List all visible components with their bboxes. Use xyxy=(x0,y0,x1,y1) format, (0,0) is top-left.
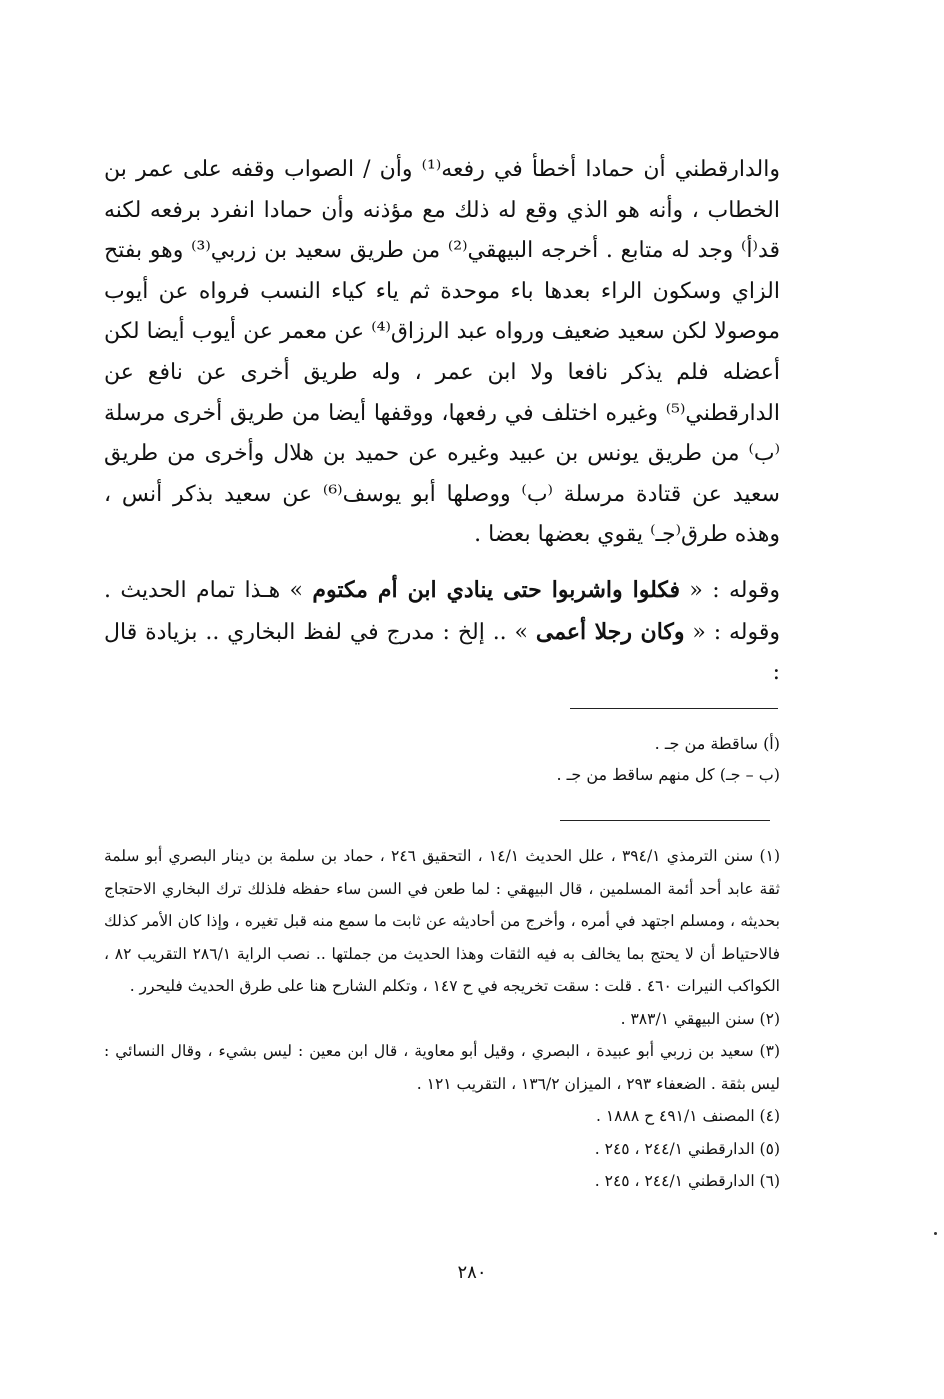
footnotes-separator xyxy=(560,820,770,821)
variant-note: (ب – جـ) كل منهم ساقط من جـ . xyxy=(556,765,780,784)
page-number: ٢٨٠ xyxy=(457,1262,487,1283)
quote-1-text: فكلوا واشربوا حتى ينادي ابن أم مكتوم xyxy=(312,576,681,603)
paragraph-gap xyxy=(104,556,780,570)
variants-separator xyxy=(570,708,778,709)
quote-2-intro: وقوله : « xyxy=(692,619,780,645)
footnotes xyxy=(104,840,780,1198)
quote-2-text: وكان رجلا أعمى xyxy=(535,618,685,645)
quote-1-intro: وقوله : « xyxy=(689,577,780,603)
main-text xyxy=(104,150,780,694)
footnote-2: (٢) سنن البيهقي ٣٨٣/١ . xyxy=(620,1009,780,1028)
footnote-6: (٦) الدارقطني ٢٤٤/١ ، ٢٤٥ . xyxy=(594,1172,780,1190)
footnote-5: (٥) الدارقطني ٢٤٤/١ ، ٢٤٥ . xyxy=(594,1139,780,1158)
variant-note: (أ) ساقطة من جـ . xyxy=(654,734,780,753)
manuscript-variants xyxy=(430,728,780,790)
main-paragraph: والدارقطني أن حمادا أخطأ في رفعه⁽¹⁾ وأن / الصواب وقفه على عمر بن الخطاب ، وأنه هو الذي وقع له ذلك مع مؤذنه وأن حمادا انفرد برفعه لكنه قد⁽أ⁾ وجد له متابع . أخرجه البيهقي⁽²⁾ من طريق سعيد بن زربي⁽³⁾ وهو بفتح الزاي وسكون الراء بعدها باء موحدة ثم ياء كياء النسب فرواه عن أيوب موصولا لكن سعيد ضعيف ورواه عبد الرزاق⁽⁴⁾ عن معمر عن أيوب أيضا لكن أعضله فلم يذكر نافعا ولا ابن عمر ، وله طريق أخرى عن نافع عن الدارقطني⁽⁵⁾ وغيره اختلف في رفعها، ووقفها أيضا من طريق أخرى مرسلة ⁽ب⁾ من طريق يونس بن عبيد وغيره عن حميد بن هلال وأخرى من طريق سعيد عن قتادة مرسلة ⁽ب⁾ ووصلها أبو يوسف⁽⁶⁾ عن سعيد بذكر أنس ، وهذه طرق⁽جـ⁾ يقوي بعضها بعضا . xyxy=(104,157,781,548)
footnote-4: (٤) المصنف ٤٩١/١ ح ١٨٨٨ . xyxy=(595,1107,780,1125)
scan-speck xyxy=(934,1232,937,1235)
quote-line-1 xyxy=(104,570,780,612)
quote-1-rest: » هـذا تمام الحديث . xyxy=(104,577,303,603)
footnote-3: (٣) سعيد بن زربي أبو عبيدة ، البصري ، وقيل أبو معاوية ، قال ابن معين : ليس بشيء ، وقال النسائي : ليس بثقة . الضعفاء ٢٩٣ ، الميزان ١٣٦/٢ ، التقريب ١٢١ . xyxy=(104,1042,780,1093)
quote-line-2 xyxy=(104,612,780,694)
quote-2-rest: » .. إلخ : مدرج في لفظ البخاري .. بزيادة قال : xyxy=(104,619,780,686)
footnote-1: (١) سنن الترمذي ٣٩٤/١ ، علل الحديث ١٤/١ ، التحقيق ٢٤٦ ، حماد بن سلمة بن دينار البصري أبو سلمة ثقة عابد أحد أئمة المسلمين ، قال البيهقي : لما طعن في السن ساء حفظه فلذلك ترك البخاري الاحتجاج بحديثه ، ومسلم اجتهد في أمره ، وأخرج من أحاديثه عن ثابت ما سمع منه قبل تغيره ، وإذا كان الأمر كذلك فالاحتياط أن لا يحتج بما يخالف به فيه الثقات وهذا الحديث من جملتها .. نصب الراية ٢٨٦/١ التقريب ٨٢ ، الكواكب النيرات ٤٦٠ . قلت : سقت تخريجه في ح ١٤٧ ، وتكلم الشارح هنا على طرق الحديث فليحرر . xyxy=(104,847,781,995)
